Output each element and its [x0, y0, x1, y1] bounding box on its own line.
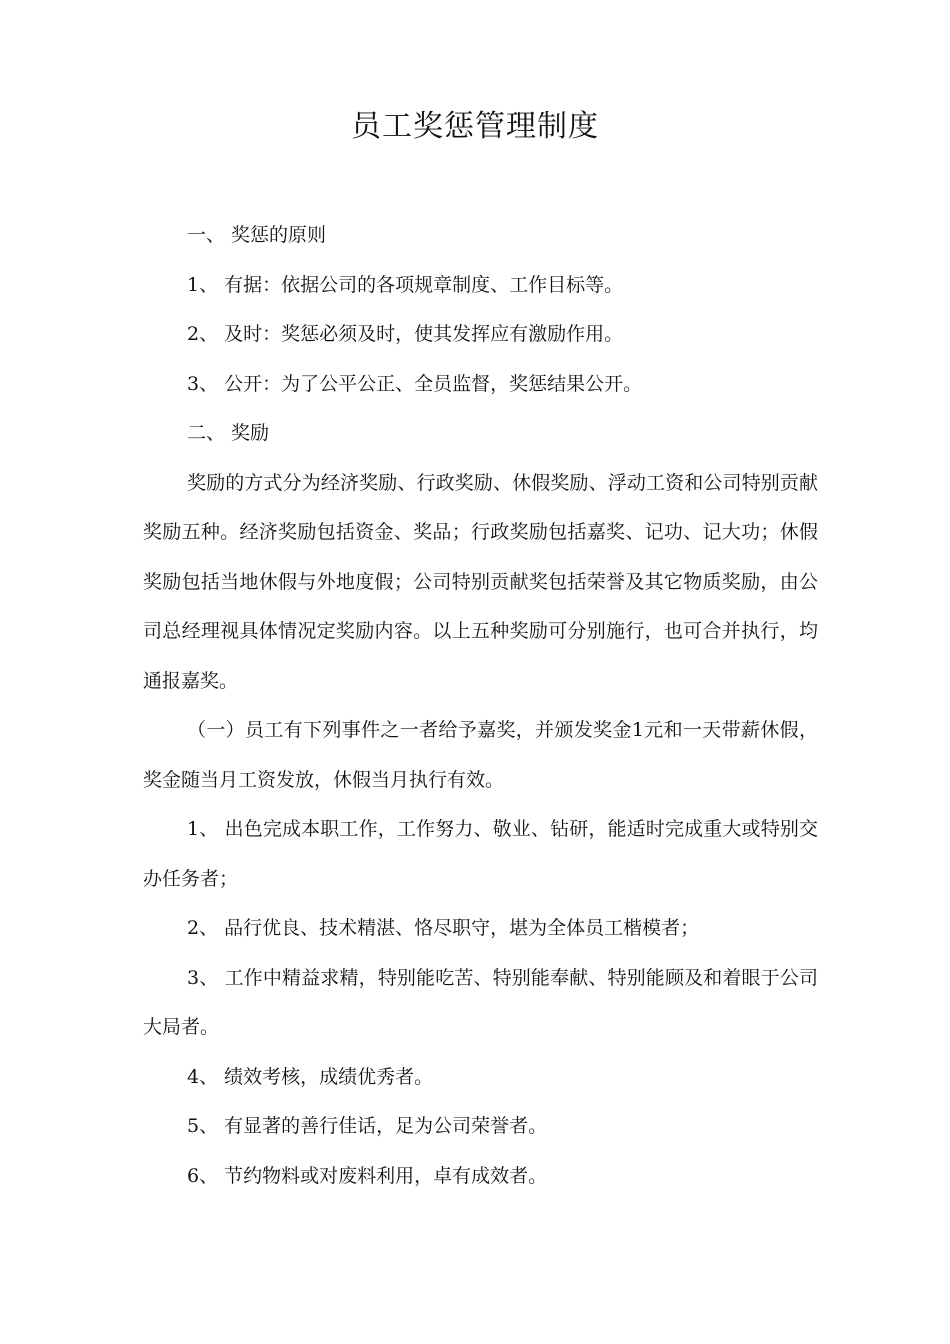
commendation-item-5: 5、 有显著的善行佳话，足为公司荣誉者。 [187, 1115, 548, 1137]
section-heading-principles: 一、 奖惩的原则 [187, 224, 327, 246]
commendation-item-2: 2、 品行优良、技术精湛、恪尽职守，堪为全体员工楷模者； [187, 917, 700, 939]
commendation-item-1: 1、 出色完成本职工作，工作努力、敬业、钻研，能适时完成重大或特别交办任务者； [143, 818, 818, 890]
rewards-description: 奖励的方式分为经济奖励、行政奖励、休假奖励、浮动工资和公司特别贡献奖励五种。经济奖励包括资金、奖品；行政奖励包括嘉奖、记功、记大功；休假奖励包括当地休假与外地度假；公司特别贡献奖包括荣誉及其它物质奖励，由公司总经理视具体情况定奖励内容。以上五种奖励可分别施行，也可合并执行，均通报嘉奖。 [143, 471, 818, 692]
commendation-item-6: 6、 节约物料或对废料利用，卓有成效者。 [187, 1164, 548, 1187]
principle-item-2: 2、 及时：奖惩必须及时，使其发挥应有激励作用。 [187, 323, 624, 345]
section-heading-rewards: 二、 奖励 [187, 422, 270, 444]
document-title: 员工奖惩管理制度 [351, 109, 599, 144]
document-body [143, 211, 818, 1201]
principle-item-1: 1、 有据：依据公司的各项规章制度、工作目标等。 [187, 273, 624, 296]
commendation-item-4: 4、 绩效考核，成绩优秀者。 [187, 1065, 434, 1088]
commendation-item-3: 3、 工作中精益求精，特别能吃苦、特别能奉献、特别能顾及和着眼于公司大局者。 [143, 966, 818, 1038]
commendation-intro: （一）员工有下列事件之一者给予嘉奖，并颁发奖金1元和一天带薪休假，奖金随当月工资发放，休假当月执行有效。 [143, 719, 818, 791]
principle-item-3: 3、 公开：为了公平公正、全员监督，奖惩结果公开。 [187, 372, 643, 395]
